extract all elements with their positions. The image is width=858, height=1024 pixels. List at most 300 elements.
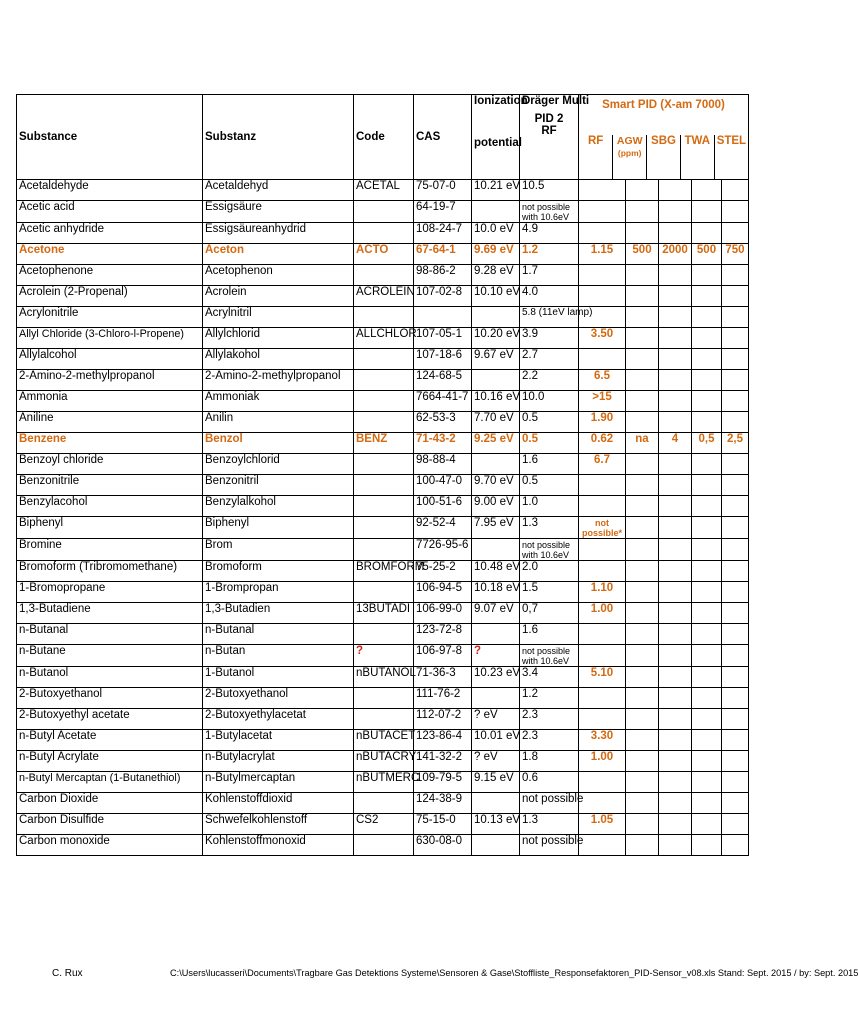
cell-substance-en: Carbon Disulfide: [17, 814, 203, 835]
cell-ionization-potential: 9.25 eV: [472, 433, 520, 454]
cell-stel: [722, 412, 749, 433]
cell-cas: 630-08-0: [414, 835, 472, 856]
cell-twa: [692, 286, 722, 307]
cell-stel: [722, 349, 749, 370]
cell-agw: [626, 561, 659, 582]
cell-substance-de: n-Butanal: [203, 624, 354, 645]
table-row: [17, 793, 749, 814]
cell-code: [354, 370, 414, 391]
cell-code: nBUTMERC: [354, 772, 414, 793]
cell-twa: [692, 751, 722, 772]
cell-draeger-rf: 1.6: [520, 454, 579, 475]
cell-cas: 106-99-0: [414, 603, 472, 624]
cell-ionization-potential: ?: [472, 645, 520, 667]
cell-stel: [722, 286, 749, 307]
cell-sbg: [659, 814, 692, 835]
cell-substance-en: Benzoyl chloride: [17, 454, 203, 475]
cell-cas: 106-97-8: [414, 645, 472, 667]
cell-cas: 75-07-0: [414, 180, 472, 201]
cell-smart-rf: [579, 286, 626, 307]
cell-stel: [722, 624, 749, 645]
table-row: [17, 328, 749, 349]
cell-substance-en: Acetone: [17, 244, 203, 265]
table-row: [17, 624, 749, 645]
header-row: [17, 95, 749, 180]
cell-ionization-potential: 9.67 eV: [472, 349, 520, 370]
cell-smart-rf: >15: [579, 391, 626, 412]
table-row: [17, 286, 749, 307]
cell-agw: [626, 180, 659, 201]
cell-sbg: [659, 391, 692, 412]
cell-stel: [722, 772, 749, 793]
footer-author: C. Rux: [52, 968, 83, 979]
cell-stel: [722, 814, 749, 835]
cell-twa: [692, 201, 722, 223]
table-row: [17, 517, 749, 539]
cell-substance-de: Aceton: [203, 244, 354, 265]
cell-smart-rf: 0.62: [579, 433, 626, 454]
cell-substance-en: 1,3-Butadiene: [17, 603, 203, 624]
cell-agw: 500: [626, 244, 659, 265]
table-row: [17, 307, 749, 328]
table-row: [17, 603, 749, 624]
cell-stel: [722, 265, 749, 286]
cell-sbg: [659, 751, 692, 772]
cell-ionization-potential: ? eV: [472, 709, 520, 730]
cell-agw: [626, 223, 659, 244]
cell-substance-de: 2-Butoxyethylacetat: [203, 709, 354, 730]
cell-twa: [692, 582, 722, 603]
header-twa: TWA: [680, 135, 714, 179]
cell-ionization-potential: [472, 688, 520, 709]
cell-draeger-rf: 1.8: [520, 751, 579, 772]
cell-cas: 64-19-7: [414, 201, 472, 223]
cell-ionization-potential: [472, 307, 520, 328]
cell-stel: [722, 307, 749, 328]
cell-stel: [722, 582, 749, 603]
table-row: [17, 454, 749, 475]
cell-substance-de: Acetaldehyd: [203, 180, 354, 201]
cell-ionization-potential: 9.00 eV: [472, 496, 520, 517]
cell-twa: [692, 391, 722, 412]
cell-code: 13BUTADI: [354, 603, 414, 624]
cell-substance-de: Acetophenon: [203, 265, 354, 286]
cell-ionization-potential: 10.48 eV: [472, 561, 520, 582]
cell-substance-en: Carbon Dioxide: [17, 793, 203, 814]
cell-substance-en: Acetic anhydride: [17, 223, 203, 244]
cell-agw: [626, 328, 659, 349]
cell-draeger-rf: 1.0: [520, 496, 579, 517]
cell-substance-de: Allylchlorid: [203, 328, 354, 349]
cell-smart-rf: [579, 561, 626, 582]
cell-draeger-rf: 2.0: [520, 561, 579, 582]
cell-draeger-rf: 4.9: [520, 223, 579, 244]
cell-cas: 75-15-0: [414, 814, 472, 835]
table-row: [17, 582, 749, 603]
header-ionization: Ionization potential: [472, 95, 520, 180]
table-row: [17, 244, 749, 265]
cell-agw: [626, 667, 659, 688]
cell-stel: [722, 475, 749, 496]
cell-substance-en: Aniline: [17, 412, 203, 433]
cell-smart-rf: [579, 201, 626, 223]
header-agw: AGW (ppm): [613, 135, 647, 179]
cell-agw: [626, 624, 659, 645]
table-row: [17, 539, 749, 561]
cell-draeger-rf: 3.4: [520, 667, 579, 688]
cell-stel: [722, 709, 749, 730]
cell-substance-en: 1-Bromopropane: [17, 582, 203, 603]
cell-smart-rf: not possible*: [579, 517, 626, 539]
cell-stel: [722, 517, 749, 539]
cell-substance-de: n-Butylacrylat: [203, 751, 354, 772]
cell-smart-rf: 1.90: [579, 412, 626, 433]
cell-twa: [692, 223, 722, 244]
cell-ionization-potential: 10.20 eV: [472, 328, 520, 349]
cell-cas: 92-52-4: [414, 517, 472, 539]
cell-smart-rf: 1.10: [579, 582, 626, 603]
cell-code: ACTO: [354, 244, 414, 265]
cell-smart-rf: 5.10: [579, 667, 626, 688]
cell-smart-rf: [579, 265, 626, 286]
cell-agw: [626, 475, 659, 496]
cell-agw: [626, 307, 659, 328]
cell-smart-rf: [579, 475, 626, 496]
cell-agw: [626, 496, 659, 517]
cell-substance-de: 1,3-Butadien: [203, 603, 354, 624]
cell-sbg: [659, 201, 692, 223]
cell-twa: [692, 814, 722, 835]
cell-cas: 100-47-0: [414, 475, 472, 496]
table-row: [17, 265, 749, 286]
cell-substance-de: Essigsäureanhydrid: [203, 223, 354, 244]
cell-code: nBUTACET: [354, 730, 414, 751]
cell-twa: [692, 561, 722, 582]
cell-sbg: 2000: [659, 244, 692, 265]
cell-draeger-rf: 1.6: [520, 624, 579, 645]
cell-agw: [626, 454, 659, 475]
cell-ionization-potential: [472, 454, 520, 475]
cell-draeger-rf: 1.3: [520, 814, 579, 835]
cell-twa: [692, 307, 722, 328]
cell-sbg: [659, 645, 692, 667]
cell-smart-rf: [579, 180, 626, 201]
cell-code: [354, 539, 414, 561]
cell-agw: [626, 603, 659, 624]
cell-code: [354, 201, 414, 223]
cell-draeger-rf: 1.2: [520, 688, 579, 709]
cell-smart-rf: 6.7: [579, 454, 626, 475]
cell-twa: [692, 835, 722, 856]
cell-substance-de: Anilin: [203, 412, 354, 433]
cell-code: ACROLEIN: [354, 286, 414, 307]
table-row: [17, 730, 749, 751]
cell-agw: [626, 709, 659, 730]
cell-smart-rf: [579, 772, 626, 793]
cell-cas: [414, 307, 472, 328]
cell-twa: [692, 454, 722, 475]
cell-draeger-rf: 5.8 (11eV lamp): [520, 307, 579, 328]
cell-ionization-potential: [472, 624, 520, 645]
cell-code: [354, 391, 414, 412]
cell-sbg: [659, 475, 692, 496]
cell-cas: 111-76-2: [414, 688, 472, 709]
cell-smart-rf: 3.50: [579, 328, 626, 349]
cell-substance-en: Bromine: [17, 539, 203, 561]
header-substance: Substance: [17, 95, 203, 180]
cell-substance-de: Essigsäure: [203, 201, 354, 223]
cell-draeger-rf: 0.6: [520, 772, 579, 793]
cell-stel: [722, 223, 749, 244]
cell-twa: [692, 667, 722, 688]
cell-sbg: [659, 286, 692, 307]
cell-code: [354, 709, 414, 730]
cell-twa: [692, 772, 722, 793]
cell-substance-de: Acrylnitril: [203, 307, 354, 328]
cell-stel: [722, 391, 749, 412]
cell-substance-de: 1-Brompropan: [203, 582, 354, 603]
cell-cas: 123-86-4: [414, 730, 472, 751]
cell-ionization-potential: 9.28 eV: [472, 265, 520, 286]
cell-cas: 107-02-8: [414, 286, 472, 307]
cell-stel: [722, 454, 749, 475]
cell-ionization-potential: 10.16 eV: [472, 391, 520, 412]
cell-draeger-rf: 2.7: [520, 349, 579, 370]
header-substanz: Substanz: [203, 95, 354, 180]
cell-code: [354, 793, 414, 814]
cell-smart-rf: [579, 835, 626, 856]
cell-sbg: [659, 603, 692, 624]
cell-cas: 141-32-2: [414, 751, 472, 772]
cell-code: [354, 835, 414, 856]
cell-draeger-rf: not possible with 10.6eV: [520, 645, 579, 667]
cell-stel: [722, 370, 749, 391]
cell-code: ?: [354, 645, 414, 667]
cell-sbg: [659, 412, 692, 433]
cell-smart-rf: [579, 709, 626, 730]
table-row: [17, 180, 749, 201]
cell-sbg: [659, 223, 692, 244]
cell-draeger-rf: 4.0: [520, 286, 579, 307]
cell-stel: [722, 328, 749, 349]
cell-sbg: [659, 307, 692, 328]
cell-ionization-potential: [472, 539, 520, 561]
cell-ionization-potential: 9.70 eV: [472, 475, 520, 496]
cell-draeger-rf: 0.5: [520, 412, 579, 433]
table-row: [17, 223, 749, 244]
table-row: [17, 496, 749, 517]
cell-code: ACETAL: [354, 180, 414, 201]
cell-agw: [626, 286, 659, 307]
cell-sbg: [659, 688, 692, 709]
table-row: [17, 835, 749, 856]
cell-ionization-potential: 9.69 eV: [472, 244, 520, 265]
cell-stel: [722, 201, 749, 223]
cell-substance-de: Ammoniak: [203, 391, 354, 412]
table-row: [17, 751, 749, 772]
cell-draeger-rf: 3.9: [520, 328, 579, 349]
cell-agw: [626, 517, 659, 539]
cell-ionization-potential: 10.0 eV: [472, 223, 520, 244]
cell-sbg: [659, 349, 692, 370]
cell-draeger-rf: 0.5: [520, 475, 579, 496]
cell-sbg: [659, 517, 692, 539]
cell-substance-en: Acetic acid: [17, 201, 203, 223]
cell-code: [354, 223, 414, 244]
cell-code: [354, 454, 414, 475]
cell-twa: [692, 517, 722, 539]
cell-code: [354, 517, 414, 539]
cell-twa: [692, 624, 722, 645]
header-rf: RF: [579, 135, 613, 179]
cell-ionization-potential: 10.13 eV: [472, 814, 520, 835]
cell-cas: 109-79-5: [414, 772, 472, 793]
cell-sbg: [659, 496, 692, 517]
table-row: [17, 433, 749, 454]
cell-ionization-potential: 10.21 eV: [472, 180, 520, 201]
cell-sbg: 4: [659, 433, 692, 454]
cell-stel: [722, 496, 749, 517]
cell-smart-rf: [579, 793, 626, 814]
cell-substance-en: n-Butanal: [17, 624, 203, 645]
cell-code: BROMFORM: [354, 561, 414, 582]
table-row: [17, 561, 749, 582]
header-stel: STEL: [716, 135, 747, 147]
cell-substance-en: Allylalcohol: [17, 349, 203, 370]
cell-sbg: [659, 328, 692, 349]
cell-agw: [626, 539, 659, 561]
header-draeger-rf: Dräger Multi PID 2 RF: [520, 95, 579, 180]
cell-agw: [626, 201, 659, 223]
cell-code: [354, 265, 414, 286]
cell-substance-de: 2-Butoxyethanol: [203, 688, 354, 709]
cell-cas: 7664-41-7: [414, 391, 472, 412]
cell-code: ALLCHLOR: [354, 328, 414, 349]
cell-agw: [626, 688, 659, 709]
cell-stel: [722, 688, 749, 709]
cell-agw: [626, 265, 659, 286]
cell-smart-rf: 1.05: [579, 814, 626, 835]
cell-twa: [692, 730, 722, 751]
cell-substance-en: Bromoform (Tribromomethane): [17, 561, 203, 582]
cell-smart-rf: 6.5: [579, 370, 626, 391]
cell-substance-de: Benzol: [203, 433, 354, 454]
cell-substance-en: n-Butyl Acrylate: [17, 751, 203, 772]
cell-substance-de: Benzylalkohol: [203, 496, 354, 517]
cell-draeger-rf: 10.5: [520, 180, 579, 201]
cell-cas: 75-25-2: [414, 561, 472, 582]
cell-code: [354, 307, 414, 328]
cell-sbg: [659, 561, 692, 582]
cell-twa: [692, 180, 722, 201]
cell-code: nBUTANOL: [354, 667, 414, 688]
header-code: Code: [354, 95, 414, 180]
cell-draeger-rf: 2.3: [520, 709, 579, 730]
cell-stel: [722, 539, 749, 561]
cell-agw: [626, 370, 659, 391]
cell-draeger-rf: 2.2: [520, 370, 579, 391]
header-sbg: SBG: [647, 135, 681, 179]
cell-draeger-rf: 10.0: [520, 391, 579, 412]
cell-cas: 108-24-7: [414, 223, 472, 244]
cell-ionization-potential: 7.70 eV: [472, 412, 520, 433]
cell-substance-en: 2-Amino-2-methylpropanol: [17, 370, 203, 391]
cell-agw: [626, 391, 659, 412]
cell-ionization-potential: ? eV: [472, 751, 520, 772]
header-cas: CAS: [414, 95, 472, 180]
table-row: [17, 814, 749, 835]
cell-sbg: [659, 730, 692, 751]
cell-cas: 107-18-6: [414, 349, 472, 370]
cell-substance-en: Acrylonitrile: [17, 307, 203, 328]
cell-cas: 100-51-6: [414, 496, 472, 517]
cell-substance-de: 1-Butylacetat: [203, 730, 354, 751]
cell-stel: [722, 730, 749, 751]
cell-substance-en: n-Butyl Mercaptan (1-Butanethiol): [17, 772, 203, 793]
table-row: [17, 201, 749, 223]
cell-stel: [722, 180, 749, 201]
cell-stel: [722, 793, 749, 814]
cell-stel: 2,5: [722, 433, 749, 454]
cell-sbg: [659, 265, 692, 286]
cell-draeger-rf: 1.3: [520, 517, 579, 539]
cell-sbg: [659, 709, 692, 730]
cell-cas: 124-68-5: [414, 370, 472, 391]
cell-code: [354, 582, 414, 603]
cell-cas: 62-53-3: [414, 412, 472, 433]
cell-substance-de: Acrolein: [203, 286, 354, 307]
cell-twa: [692, 793, 722, 814]
cell-draeger-rf: not possible with 10.6eV: [520, 539, 579, 561]
cell-substance-de: Biphenyl: [203, 517, 354, 539]
cell-agw: [626, 349, 659, 370]
cell-substance-en: n-Butane: [17, 645, 203, 667]
cell-ionization-potential: 10.01 eV: [472, 730, 520, 751]
cell-substance-en: Benzene: [17, 433, 203, 454]
cell-substance-en: Allyl Chloride (3-Chloro-l-Propene): [17, 328, 203, 349]
cell-cas: 7726-95-6: [414, 539, 472, 561]
cell-cas: 124-38-9: [414, 793, 472, 814]
cell-stel: 750: [722, 244, 749, 265]
cell-ionization-potential: [472, 835, 520, 856]
cell-cas: 71-43-2: [414, 433, 472, 454]
cell-smart-rf: 1.15: [579, 244, 626, 265]
cell-substance-en: Carbon monoxide: [17, 835, 203, 856]
cell-substance-en: 2-Butoxyethyl acetate: [17, 709, 203, 730]
footer-file-path: C:\Users\lucasseri\Documents\Tragbare Gas Detektions Systeme\Sensoren & Gase\Stoffliste_Responsefaktoren_PID-Sensor_v08.xls Stand: Sept. 2015 / by: Sept. 2015: [170, 968, 858, 978]
cell-code: [354, 496, 414, 517]
cell-substance-en: Ammonia: [17, 391, 203, 412]
table-row: [17, 475, 749, 496]
cell-stel: [722, 645, 749, 667]
cell-cas: 106-94-5: [414, 582, 472, 603]
cell-ionization-potential: 10.18 eV: [472, 582, 520, 603]
cell-draeger-rf: 0.5: [520, 433, 579, 454]
cell-twa: [692, 412, 722, 433]
cell-smart-rf: [579, 645, 626, 667]
cell-substance-en: n-Butyl Acetate: [17, 730, 203, 751]
cell-substance-en: Benzonitrile: [17, 475, 203, 496]
cell-stel: [722, 603, 749, 624]
cell-sbg: [659, 180, 692, 201]
cell-draeger-rf: not possible: [520, 793, 579, 814]
cell-code: [354, 624, 414, 645]
table-row: [17, 667, 749, 688]
cell-twa: 500: [692, 244, 722, 265]
cell-code: [354, 688, 414, 709]
cell-twa: [692, 265, 722, 286]
cell-stel: [722, 751, 749, 772]
